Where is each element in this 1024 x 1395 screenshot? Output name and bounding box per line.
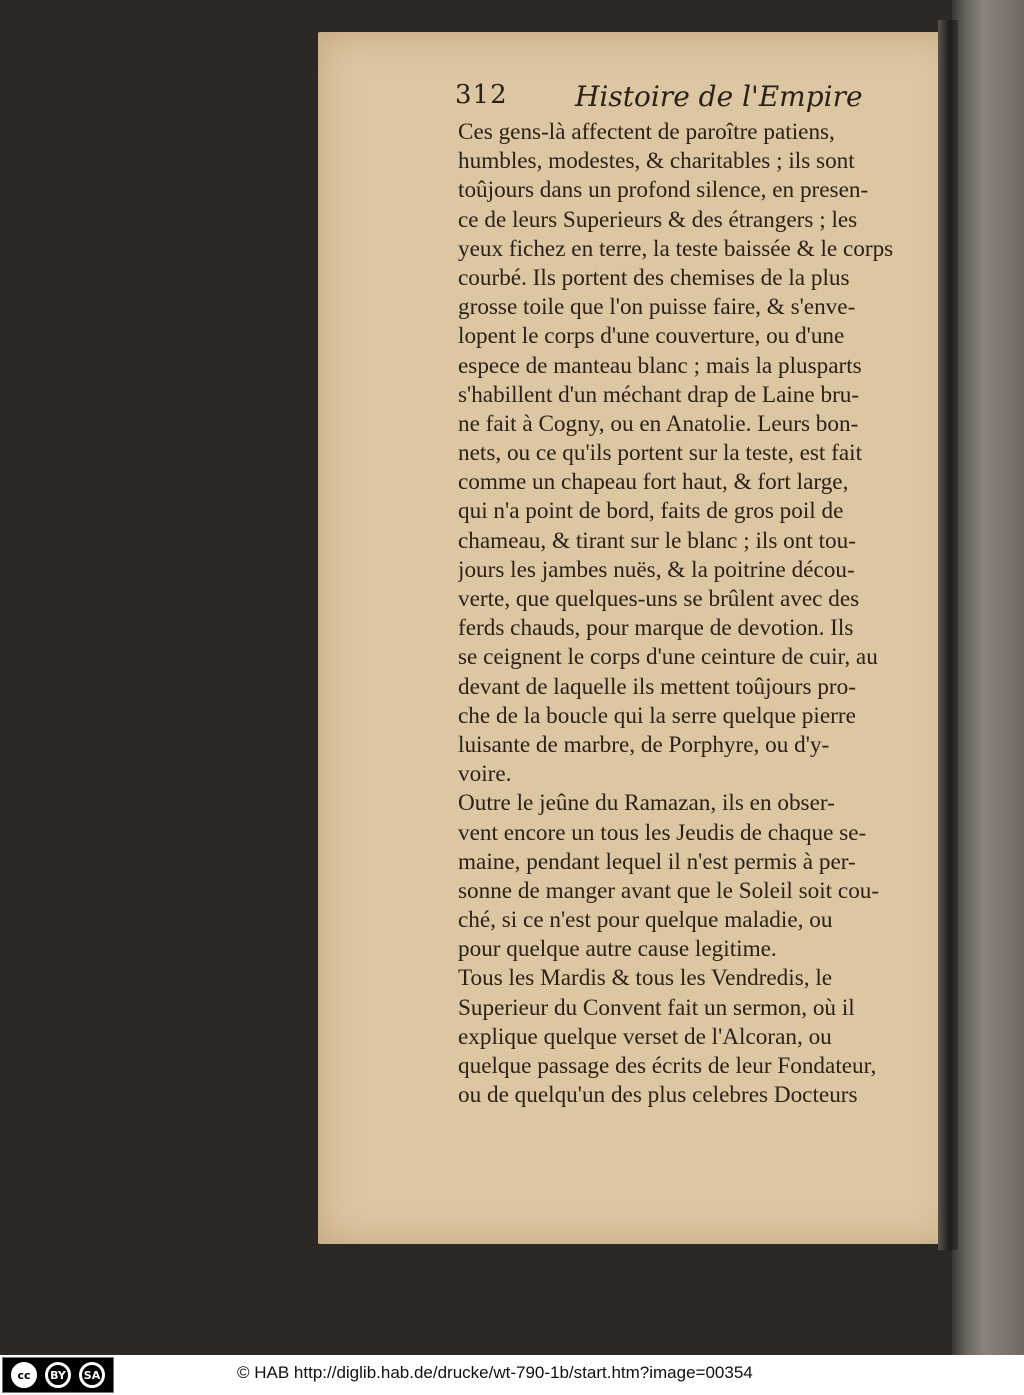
text-line: courbé. Ils portent des chemises de la plus <box>458 264 850 291</box>
text-line: voire. <box>458 761 512 788</box>
credit-link[interactable]: © HAB http://diglib.hab.de/drucke/wt-790-1b/start.htm?image=00354 <box>237 1363 753 1382</box>
text-line: Ces gens-là affectent de paroître patiens, <box>458 119 835 145</box>
cc-license-badge[interactable] <box>2 1357 114 1393</box>
text-line: ferds chauds, pour marque de devotion. Ils <box>458 615 854 642</box>
text-line: explique quelque verset de l'Alcoran, ou <box>458 1023 832 1050</box>
running-head-title: Histoire de l'Empire <box>575 80 863 113</box>
text-line: ché, si ce n'est pour quelque maladie, ou <box>458 907 833 934</box>
text-line: Tous les Mardis & tous les Vendredis, le <box>458 965 833 992</box>
body-text <box>458 118 953 1113</box>
text-line: se ceignent le corps d'une ceinture de cuir, au <box>458 644 878 671</box>
text-line: jours les jambes nuës, & la poitrine décou- <box>458 556 855 583</box>
text-line: sonne de manger avant que le Soleil soit cou- <box>458 877 880 904</box>
page-number: 312 <box>455 80 508 110</box>
text-line: quelque passage des écrits de leur Fondateur, <box>458 1053 877 1079</box>
facing-page-strip <box>952 0 1024 1355</box>
by-icon: BY <box>45 1362 71 1388</box>
text-line: chameau, & tirant sur le blanc ; ils ont tou- <box>458 527 856 554</box>
text-line: maine, pendant lequel il n'est permis à per- <box>458 848 856 875</box>
text-line: luisante de marbre, de Porphyre, ou d'y- <box>458 731 830 758</box>
text-line: nets, ou ce qu'ils portent sur la teste, est fait <box>458 440 863 467</box>
text-line: ou de quelqu'un des plus celebres Docteurs <box>458 1082 858 1109</box>
text-line: toûjours dans un profond silence, en presen- <box>458 177 869 204</box>
text-line: Superieur du Convent fait un sermon, où il <box>458 994 855 1021</box>
text-line: comme un chapeau fort haut, & fort large, <box>458 469 849 496</box>
sa-icon: SA <box>79 1362 105 1388</box>
text-line: lopent le corps d'une couverture, ou d'une <box>458 323 845 350</box>
text-line: devant de laquelle ils mettent toûjours pro- <box>458 673 856 700</box>
cc-icon: cc <box>11 1362 37 1388</box>
text-line: Outre le jeûne du Ramazan, ils en obser- <box>458 790 835 817</box>
text-line: yeux fichez en terre, la teste baissée & le corps <box>458 235 894 262</box>
text-line: espece de manteau blanc ; mais la plusparts <box>458 352 862 379</box>
text-line: ne fait à Cogny, ou en Anatolie. Leurs bon- <box>458 410 859 437</box>
text-line: vent encore un tous les Jeudis de chaque se- <box>458 819 867 846</box>
running-head <box>455 80 935 120</box>
text-line: che de la boucle qui la serre quelque pierre <box>458 702 856 729</box>
text-line: ce de leurs Superieurs & des étrangers ; les <box>458 206 858 233</box>
text-line: qui n'a point de bord, faits de gros poil de <box>458 498 844 525</box>
text-line: s'habillent d'un méchant drap de Laine bru- <box>458 381 860 408</box>
text-line: verte, que quelques-uns se brûlent avec des <box>458 586 860 612</box>
text-line: humbles, modestes, & charitables ; ils sont <box>458 148 855 175</box>
text-line: pour quelque autre cause legitime. <box>458 936 777 963</box>
text-line: grosse toile que l'on puisse faire, & s'enve- <box>458 294 856 321</box>
